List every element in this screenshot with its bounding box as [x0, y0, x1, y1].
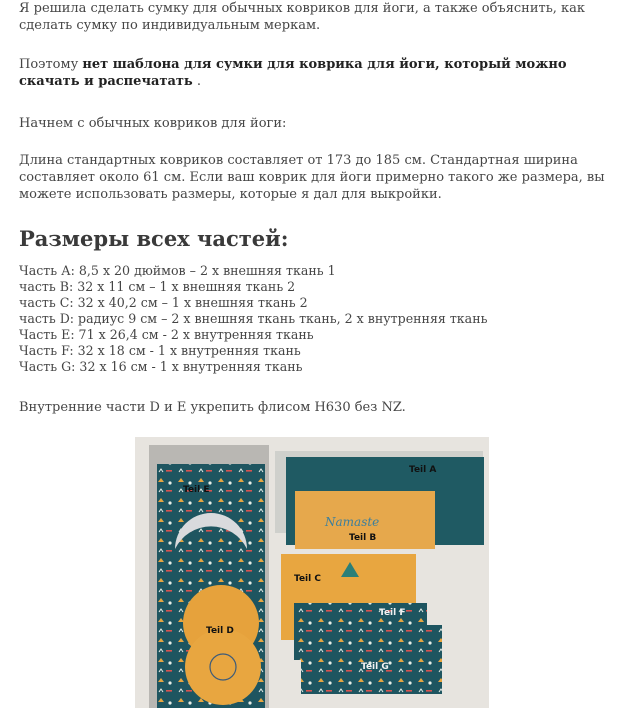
namaste-embroidery: Namaste [325, 515, 380, 529]
fabric-illustration [135, 437, 489, 708]
part-f: Часть F: 32 x 18 см - 1 x внутренняя ткань [19, 343, 301, 358]
intro-paragraph: Я решила сделать сумку для обычных ковриков для йоги, а также объяснить, как сделать сумку по индивидуальным меркам. [19, 1, 586, 33]
section-heading: Размеры всех частей: [19, 226, 289, 251]
part-e: Часть E: 71 x 26,4 см - 2 x внутренняя ткань [19, 327, 314, 342]
part-g: Часть G: 32 x 16 см - 1 x внутренняя ткань [19, 359, 303, 374]
fleece-paragraph: Внутренние части D и E укрепить флисом H630 без NZ. [19, 400, 406, 415]
note-bold: нет шаблона для сумки для коврика для йоги, который можно скачать и распечатать [19, 57, 567, 89]
fabric-g [301, 625, 442, 694]
label-teil-b: Teil B [349, 533, 377, 543]
standard-size-paragraph: Длина стандартных ковриков составляет от 173 до 185 см. Стандартная ширина составляет около 61 см. Если ваш коврик для йоги примерно такого же размера, вы можете использовать размеры, которые я дал для выкройки. [19, 153, 605, 202]
part-d: часть D: радиус 9 см – 2 x внешняя ткань ткань, 2 x внутренняя ткань [19, 311, 488, 326]
label-teil-a: Teil A [409, 465, 437, 475]
fabric-pieces-photo [135, 437, 489, 708]
part-b: часть B: 32 x 11 см – 1 x внешняя ткань 2 [19, 279, 296, 294]
label-teil-f: Teil F [379, 608, 406, 618]
part-a: Часть А: 8,5 x 20 дюймов – 2 x внешняя ткань 1 [19, 263, 336, 278]
parts-list [19, 263, 487, 375]
label-teil-d: Teil D [206, 626, 234, 636]
note-suffix: . [192, 74, 202, 89]
part-c: часть C: 32 x 40,2 см – 1 x внешняя ткань 2 [19, 295, 308, 310]
label-teil-e: Teil E [183, 485, 210, 495]
label-teil-c: Teil C [294, 574, 321, 584]
label-teil-g: Teil G [361, 662, 389, 672]
note-prefix: Поэтому [19, 57, 83, 72]
no-template-paragraph [19, 56, 609, 90]
start-paragraph: Начнем с обычных ковриков для йоги: [19, 116, 287, 131]
fabric-d-bottom [185, 629, 261, 705]
